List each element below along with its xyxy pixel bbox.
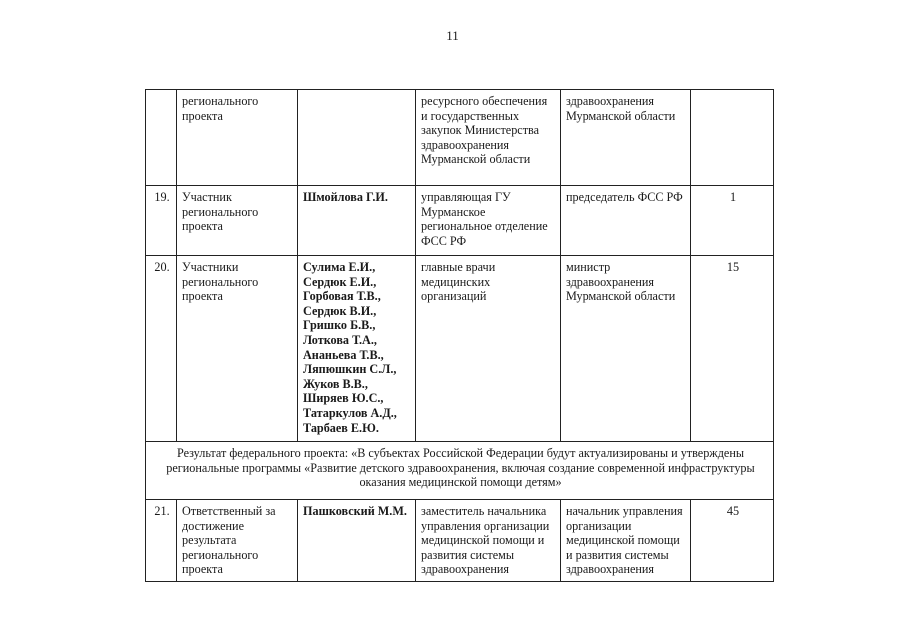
cell-line: регионального <box>182 547 259 562</box>
name-cell <box>298 256 416 442</box>
cell-line: проекта <box>182 562 223 577</box>
cell-line: проекта <box>182 289 223 304</box>
cell-line: Ананьева Т.В., <box>303 347 384 362</box>
cell-line: ФСС РФ <box>421 233 467 248</box>
supervisor-cell <box>561 90 691 186</box>
name-cell <box>298 500 416 582</box>
cell-line: здравоохранения <box>566 562 655 577</box>
cell-line: организаций <box>421 289 487 304</box>
cell-line: Горбовая Т.В., <box>303 289 381 304</box>
federal-project-result: Результат федерального проекта: «В субъектах Российской Федерации будут актуализированы и утверждены региональные программы «Развитие детского здравоохранения, включая создание современной инфраструктуры оказания медицинской помощи детям» <box>146 442 774 500</box>
cell-line: ресурсного обеспечения <box>421 94 548 108</box>
cell-line: заместитель начальника <box>421 504 547 518</box>
cell-line: главные врачи <box>421 260 496 274</box>
cell-line: Ответственный за <box>182 504 276 518</box>
table-row <box>146 90 774 186</box>
cell-line: регионального <box>182 94 259 108</box>
cell-line: Сердюк В.И., <box>303 303 377 318</box>
cell-line: начальник управления <box>566 504 683 518</box>
role-cell <box>177 186 298 256</box>
quantity-cell: 1 <box>691 186 774 256</box>
cell-line: Лоткова Т.А., <box>303 332 377 347</box>
page-number: 11 <box>446 28 459 43</box>
name-cell <box>298 186 416 256</box>
cell-line: Ляпюшкин С.Л., <box>303 362 397 377</box>
row-number: 21. <box>146 500 177 582</box>
cell-line: министр <box>566 260 611 274</box>
table-row <box>146 256 774 442</box>
cell-line: Ширяев Ю.С., <box>303 391 384 406</box>
cell-line: Мурманской области <box>566 289 676 304</box>
position-cell <box>416 90 561 186</box>
cell-line: Мурманское <box>421 204 486 219</box>
position-cell <box>416 186 561 256</box>
cell-line: здравоохранения <box>421 137 510 152</box>
cell-line: и государственных <box>421 108 520 123</box>
cell-line: регионального <box>182 274 259 289</box>
cell-line: Татаркулов А.Д., <box>303 405 397 420</box>
supervisor-cell <box>561 256 691 442</box>
cell-line: Жуков В.В., <box>303 376 368 391</box>
supervisor-cell <box>561 500 691 582</box>
row-number: 19. <box>146 186 177 256</box>
cell-line: проекта <box>182 108 223 123</box>
supervisor-cell <box>561 186 691 256</box>
quantity-cell <box>691 90 774 186</box>
position-cell <box>416 256 561 442</box>
cell-line: медицинских <box>421 274 491 289</box>
cell-line: Участники <box>182 260 239 274</box>
cell-line: Сердюк Е.И., <box>303 274 377 289</box>
position-cell <box>416 500 561 582</box>
table-row <box>146 186 774 256</box>
cell-line: организации <box>566 518 632 533</box>
quantity-cell: 15 <box>691 256 774 442</box>
cell-line: результата <box>182 533 237 548</box>
name-cell <box>298 90 416 186</box>
cell-line: медицинской помощи и <box>421 533 545 548</box>
cell-line: Мурманской области <box>566 108 676 123</box>
cell-line: управления организации <box>421 518 550 533</box>
cell-line: Шмойлова Г.И. <box>303 190 388 204</box>
cell-line: управляющая ГУ <box>421 190 511 204</box>
cell-line: Гришко Б.В., <box>303 318 376 333</box>
cell-line: здравоохранения <box>566 94 655 108</box>
row-number: 20. <box>146 256 177 442</box>
cell-line: здравоохранения <box>566 274 655 289</box>
cell-line: Мурманской области <box>421 152 531 167</box>
cell-line: Участник <box>182 190 232 204</box>
cell-line: проекта <box>182 219 223 234</box>
table-body <box>146 90 774 582</box>
cell-line: здравоохранения <box>421 562 510 577</box>
role-cell <box>177 256 298 442</box>
quantity-cell: 45 <box>691 500 774 582</box>
role-cell <box>177 90 298 186</box>
cell-line: закупок Министерства <box>421 123 540 138</box>
participants-table <box>145 89 774 582</box>
cell-line: и развития системы <box>566 547 669 562</box>
cell-line: регионального <box>182 204 259 219</box>
cell-line: достижение <box>182 518 244 533</box>
cell-line: развития системы <box>421 547 515 562</box>
row-number <box>146 90 177 186</box>
cell-line: Пашковский М.М. <box>303 504 407 518</box>
table-row <box>146 500 774 582</box>
cell-line: медицинской помощи <box>566 533 680 548</box>
cell-line: Тарбаев Е.Ю. <box>303 420 379 435</box>
role-cell <box>177 500 298 582</box>
cell-line: региональное отделение <box>421 219 548 234</box>
cell-line: Сулима Е.И., <box>303 260 376 274</box>
cell-line: председатель ФСС РФ <box>566 190 683 204</box>
section-row <box>146 442 774 500</box>
